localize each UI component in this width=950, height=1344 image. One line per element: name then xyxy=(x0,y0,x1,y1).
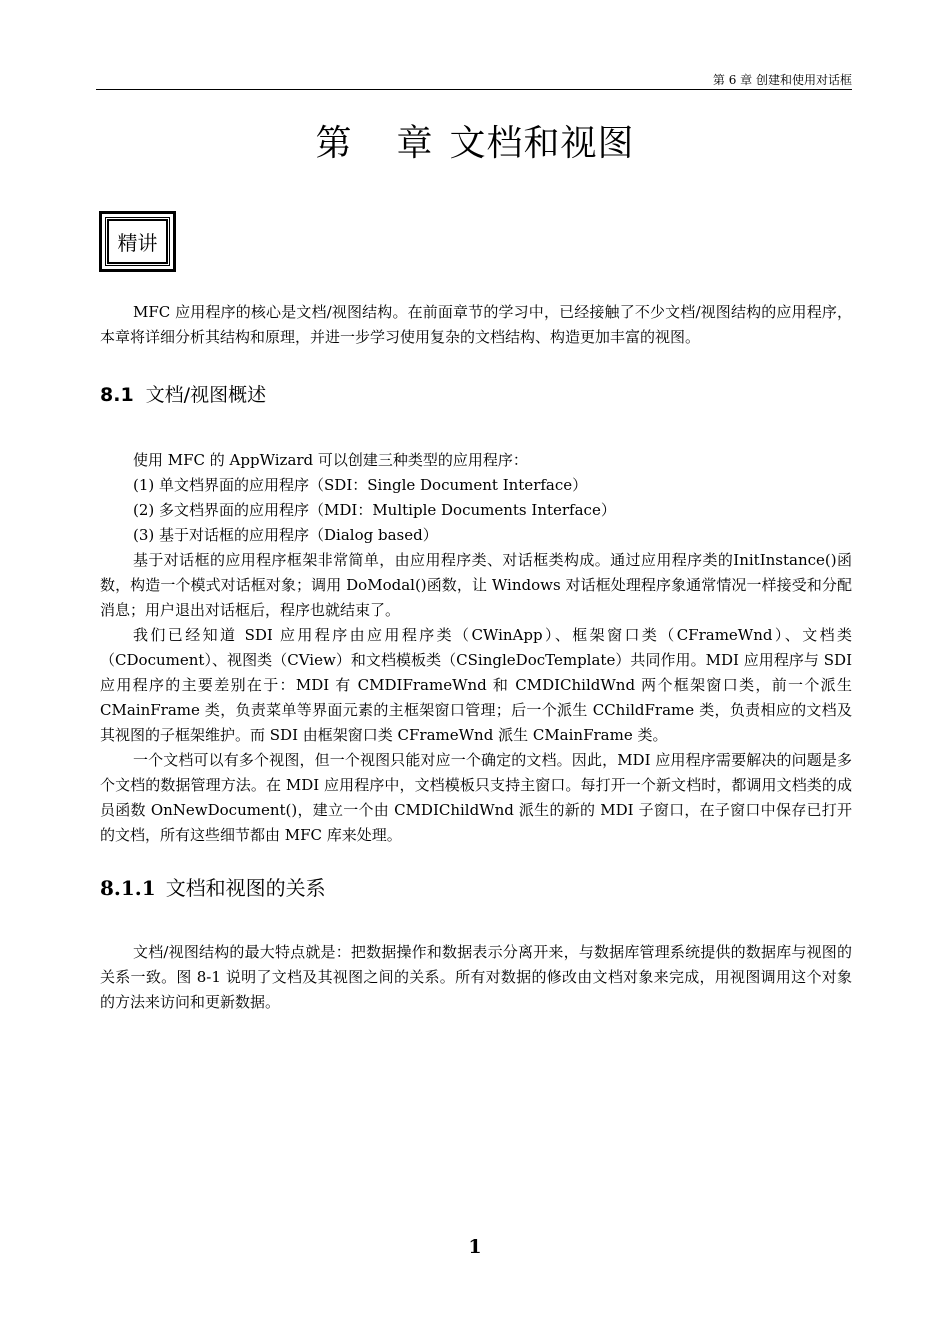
jingjiang-badge xyxy=(99,211,176,272)
section-number: 8.1 xyxy=(100,384,134,406)
body-paragraph: 我们已经知道 SDI 应用程序由应用程序类（CWinApp）、框架窗口类（CFrameWnd）、文档类（CDocument）、视图类（CView）和文档模板类（CSingleDocTemplate）共同作用。MDI 应用程序与 SDI 应用程序的主要差别在于：MDI 有 CMDIFrameWnd 和 CMDIChildWnd 两个框架窗口类，前一个派生CMainFrame 类，负责菜单等界面元素的主框架窗口管理；后一个派生 CChildFrame 类，负责相应的文档及其视图的子框架维护。而 SDI 由框架窗口类 CFrameWnd 派生 CMainFrame 类。 xyxy=(100,626,852,744)
page-number: 1 xyxy=(468,1236,482,1258)
section-8-1-1-body xyxy=(100,940,852,1015)
body-paragraph: 文档/视图结构的最大特点就是：把数据操作和数据表示分离开来，与数据库管理系统提供的数据库与视图的关系一致。图 8-1 说明了文档及其视图之间的关系。所有对数据的修改由文档对象来完成，用视图调用这个对象的方法来访问和更新数据。 xyxy=(100,943,852,1011)
list-item: (1) 单文档界面的应用程序（SDI：Single Document Interface） xyxy=(133,476,588,494)
intro-text: MFC 应用程序的核心是文档/视图结构。在前面章节的学习中，已经接触了不少文档/视图结构的应用程序，本章将详细分析其结构和原理，并进一步学习使用复杂的文档结构、构造更加丰富的视图。 xyxy=(100,303,852,346)
section-lead: 使用 MFC 的 AppWizard 可以创建三种类型的应用程序： xyxy=(133,451,528,469)
running-header: 第 6 章 创建和使用对话框 xyxy=(712,73,852,87)
section-8-1-body xyxy=(100,448,852,848)
chapter-title-prefix: 第 xyxy=(315,123,353,164)
list-item: (2) 多文档界面的应用程序（MDI：Multiple Documents Interface） xyxy=(133,501,616,519)
chapter-title xyxy=(0,118,950,170)
badge-label: 精讲 xyxy=(107,219,168,264)
body-paragraph: 一个文档可以有多个视图，但一个视图只能对应一个确定的文档。因此，MDI 应用程序需要解决的问题是多个文档的数据管理方法。在 MDI 应用程序中，文档模板只支持主窗口。每打开一个新文档时，都调用文档类的成员函数 OnNewDocument()，建立一个由 CMDIChildWnd 派生的新的 MDI 子窗口，在子窗口中保存已打开的文档，所有这些细节都由 MFC 库来处理。 xyxy=(100,751,852,844)
section-heading-8-1-1 xyxy=(100,875,326,901)
chapter-title-name: 文档和视图 xyxy=(449,123,635,164)
chapter-title-suffix: 章 xyxy=(396,123,434,164)
subsection-title: 文档和视图的关系 xyxy=(165,876,326,900)
subsection-number: 8.1.1 xyxy=(100,876,156,900)
list-item: (3) 基于对话框的应用程序（Dialog based） xyxy=(133,526,438,544)
body-paragraph: 基于对话框的应用程序框架非常简单，由应用程序类、对话框类构成。通过应用程序类的InitInstance()函数，构造一个模式对话框对象；调用 DoModal()函数，让 Windows 对话框处理程序象通常情况一样接受和分配消息；用户退出对话框后，程序也就结束了。 xyxy=(100,551,852,619)
header-rule xyxy=(96,89,852,90)
section-title: 文档/视图概述 xyxy=(145,384,267,406)
intro-paragraph xyxy=(100,300,852,350)
section-heading-8-1 xyxy=(100,382,266,408)
